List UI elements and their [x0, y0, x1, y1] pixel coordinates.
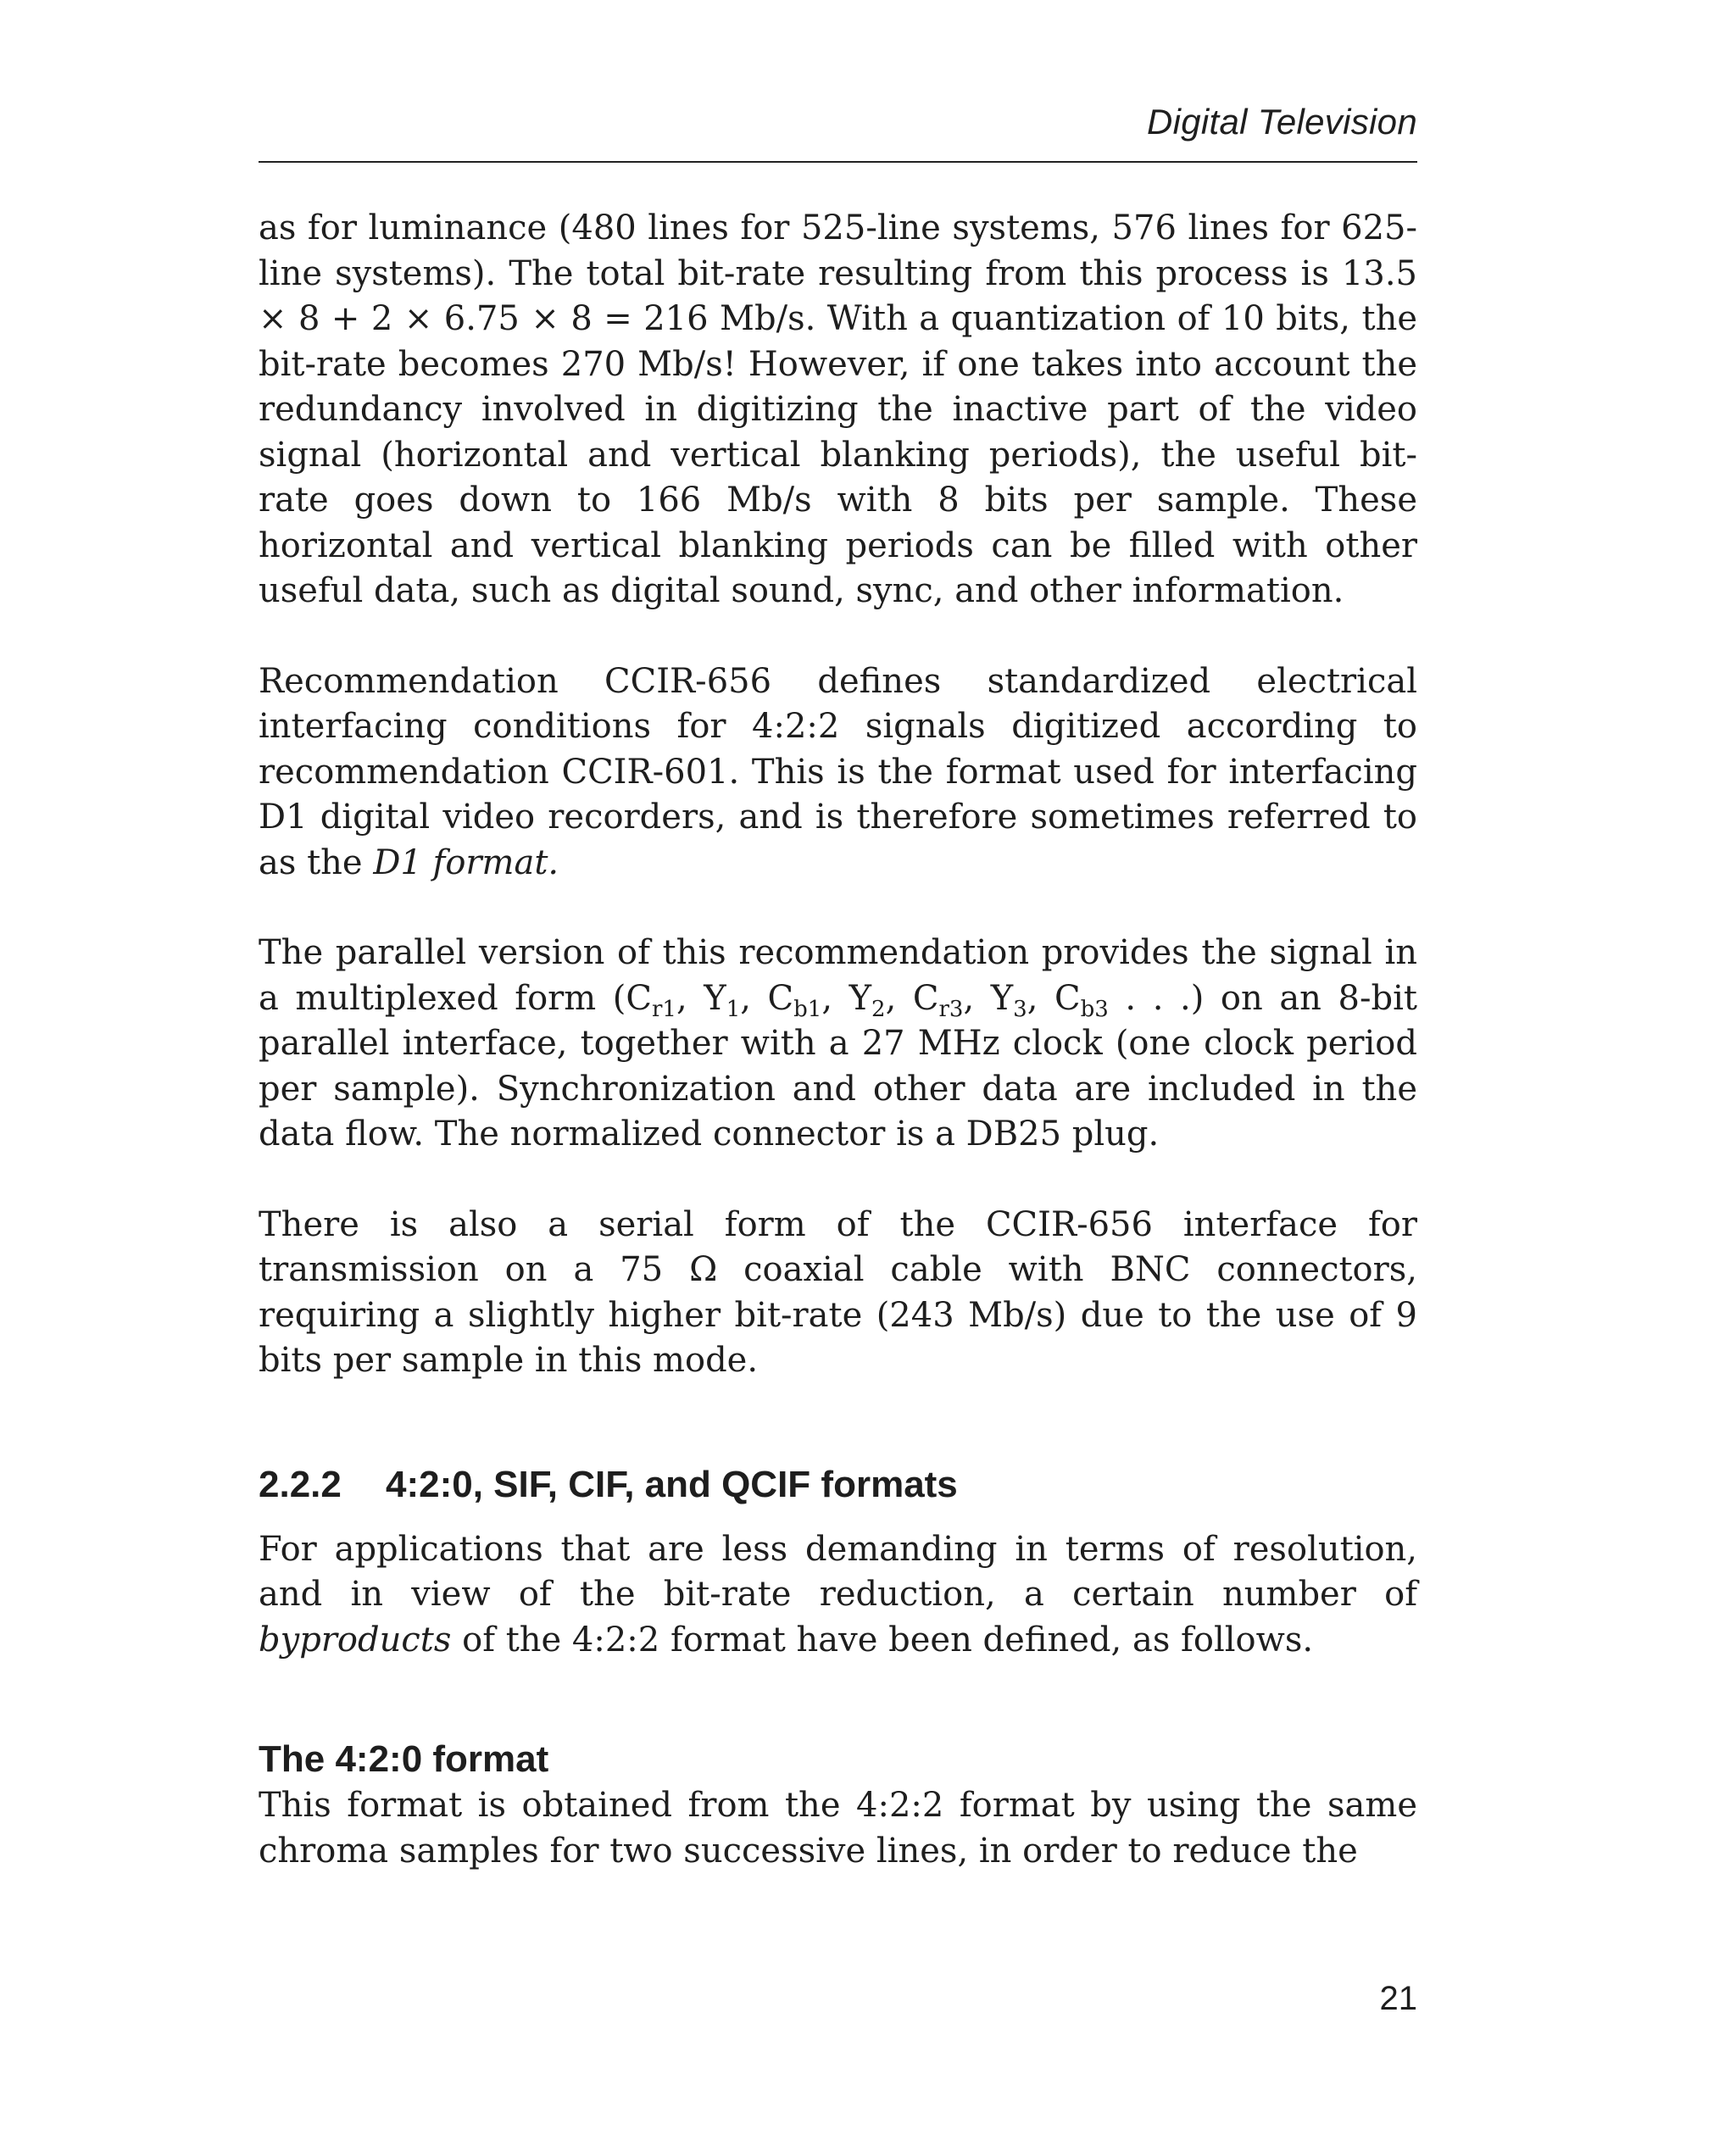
paragraph-ccir656-text: Recommendation CCIR-656 defines standardized electrical interfacing conditions for 4:2:2 signals digitized according to recommendation CCIR-601. This is the format used for interfacing D1 digital video recorders, and is therefore sometimes referred to as the: [259, 661, 1417, 882]
sample-term: [912, 978, 991, 1022]
sample-separator: ,: [1027, 978, 1055, 1018]
sample-term: [704, 978, 768, 1022]
running-head: Digital Television: [1146, 102, 1417, 142]
sample-subscript: 3: [1013, 996, 1027, 1022]
sample-symbol: C: [626, 978, 652, 1018]
sample-symbol: C: [767, 978, 794, 1018]
paragraph-serial-form: There is also a serial form of the CCIR-656 interface for transmission on a 75 Ω coaxial cable with BNC connectors, requiring a slightly higher bit-rate (243 Mb/s) due to the use of 9 bits per sample in this mode.: [259, 1204, 1417, 1380]
sample-subscript: r1: [652, 996, 676, 1022]
page-number: 21: [1379, 1980, 1417, 2017]
section-heading-2-2-2: [259, 1461, 1417, 1509]
paragraph-byproducts-text: For applications that are less demanding in terms of resolution, and in view of the bit-rate reduction, a certain number of: [259, 1529, 1417, 1614]
sample-sequence: [626, 978, 1205, 1022]
sample-subscript: r3: [938, 996, 964, 1022]
paragraph-bitrate: as for luminance (480 lines for 525-line systems, 576 lines for 625-line systems). The total bit-rate resulting from this process is 13.5 × 8 + 2 × 6.75 × 8 = 216 Mb/s. With a quantization of 10 bits, the bit-rate becomes 270 Mb/s! However, if one takes into account the redundancy involved in digitizing the inactive part of the video signal (horizontal and vertical blanking periods), the useful bit-rate goes down to 166 Mb/s with 8 bits per sample. These horizontal and vertical blanking periods can be filled with other useful data, such as digital sound, sync, and other information.: [259, 208, 1417, 610]
paragraph-parallel-tail: on an 8-bit parallel interface, together with a 27 MHz clock (one clock period per sample). Synchronization and other data are included in the data flow. The normalized connector is a DB25 plug.: [259, 978, 1417, 1154]
sample-term: [1054, 978, 1205, 1022]
sample-symbol: C: [912, 978, 939, 1018]
sample-subscript: b3: [1080, 996, 1109, 1022]
sample-subscript: b1: [793, 996, 822, 1022]
sample-subscript: 1: [726, 996, 741, 1022]
sample-term: [767, 978, 849, 1022]
subsection-heading-4-2-0: The 4:2:0 format: [259, 1738, 549, 1780]
sample-symbol: C: [1054, 978, 1081, 1018]
section-number: 2.2.2: [259, 1463, 342, 1505]
paragraph-parallel-lead: The parallel version of this recommendation provides the signal in a multiplexed form (: [259, 933, 1417, 1018]
sample-symbol: Y: [849, 978, 872, 1018]
sample-subscript: 2: [871, 996, 886, 1022]
sample-separator: ,: [963, 978, 991, 1018]
sample-symbol: Y: [990, 978, 1014, 1018]
paragraph-ccir656-emphasis: D1 format.: [373, 842, 559, 882]
paragraph-parallel-version: [259, 931, 1417, 1158]
paragraph-4-2-0: This format is obtained from the 4:2:2 format by using the same chroma samples for two successive lines, in order to reduce the: [259, 1786, 1417, 1871]
sample-separator: ,: [676, 978, 704, 1018]
body-text: [259, 206, 1417, 1874]
sample-separator: . . .): [1108, 978, 1205, 1018]
sample-symbol: Y: [704, 978, 726, 1018]
sample-term: [849, 978, 913, 1022]
sample-separator: ,: [821, 978, 849, 1018]
sample-separator: ,: [740, 978, 768, 1018]
paragraph-byproducts: [259, 1527, 1417, 1664]
paragraph-byproducts-tail: of the 4:2:2 format have been defined, as follows.: [451, 1620, 1314, 1660]
paragraph-ccir656: [259, 659, 1417, 887]
sample-term: [626, 978, 704, 1022]
paragraph-byproducts-emphasis: byproducts: [259, 1620, 452, 1660]
header-rule: [259, 161, 1417, 163]
section-title: 4:2:0, SIF, CIF, and QCIF formats: [386, 1463, 958, 1505]
sample-term: [990, 978, 1055, 1022]
sample-separator: ,: [885, 978, 913, 1018]
